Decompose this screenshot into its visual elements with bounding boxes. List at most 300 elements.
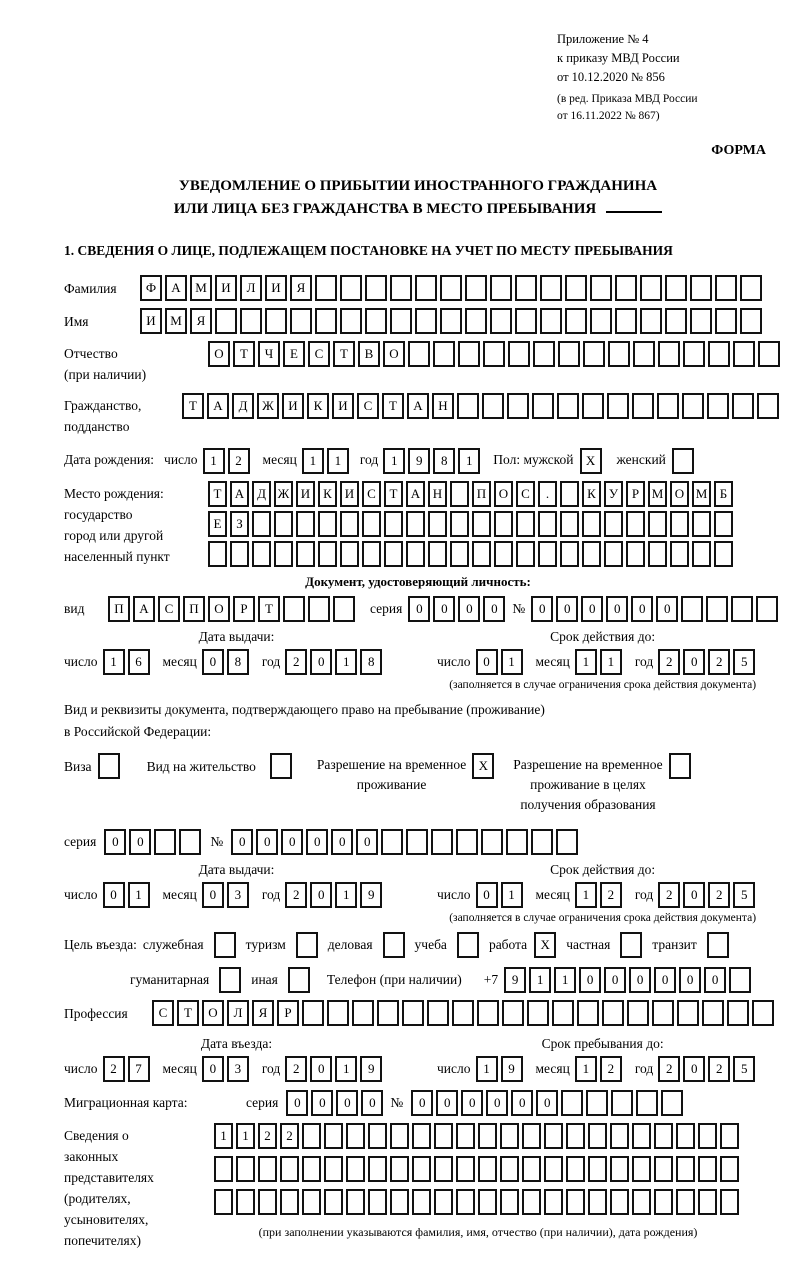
form-cell[interactable] [715,275,737,301]
form-cell[interactable] [450,541,469,567]
form-cell[interactable]: Р [233,596,255,622]
checkbox-other[interactable] [288,967,310,993]
form-cell[interactable] [406,511,425,537]
form-cell[interactable]: У [604,481,623,507]
form-cell[interactable]: 0 [704,967,726,993]
form-cell[interactable] [384,511,403,537]
form-cell[interactable]: 1 [327,448,349,474]
form-cell[interactable] [456,829,478,855]
form-cell[interactable] [608,341,630,367]
form-cell[interactable]: 0 [461,1090,483,1116]
checkbox-study[interactable] [457,932,479,958]
form-cell[interactable] [658,341,680,367]
form-cell[interactable] [615,275,637,301]
form-cell[interactable]: 0 [311,1090,333,1116]
form-cell[interactable]: 2 [285,649,307,675]
form-cell[interactable] [665,308,687,334]
checkbox-female[interactable] [672,448,694,474]
form-cell[interactable]: Ч [258,341,280,367]
form-cell[interactable] [406,829,428,855]
form-cell[interactable]: 0 [458,596,480,622]
form-cell[interactable]: Н [432,393,454,419]
form-cell[interactable] [558,341,580,367]
form-cell[interactable] [302,1000,324,1026]
form-cell[interactable]: 5 [733,882,755,908]
form-cell[interactable]: 0 [606,596,628,622]
form-cell[interactable]: П [472,481,491,507]
form-cell[interactable] [588,1156,607,1182]
form-cell[interactable] [296,511,315,537]
form-cell[interactable] [302,1189,321,1215]
form-cell[interactable]: Л [240,275,262,301]
form-cell[interactable]: Ж [274,481,293,507]
form-cell[interactable]: 1 [383,448,405,474]
form-cell[interactable] [715,308,737,334]
form-cell[interactable] [532,393,554,419]
form-cell[interactable] [610,1156,629,1182]
form-cell[interactable] [477,1000,499,1026]
form-cell[interactable] [412,1189,431,1215]
form-cell[interactable] [633,341,655,367]
form-cell[interactable] [318,511,337,537]
form-cell[interactable] [632,1189,651,1215]
form-cell[interactable] [434,1156,453,1182]
form-cell[interactable]: Н [428,481,447,507]
form-cell[interactable] [352,1000,374,1026]
form-cell[interactable] [676,1189,695,1215]
form-cell[interactable]: 6 [128,649,150,675]
form-cell[interactable]: 0 [683,882,705,908]
form-cell[interactable] [714,541,733,567]
form-cell[interactable] [733,341,755,367]
form-cell[interactable]: 1 [458,448,480,474]
form-cell[interactable] [515,308,537,334]
form-cell[interactable] [456,1123,475,1149]
form-cell[interactable] [522,1123,541,1149]
form-cell[interactable]: 1 [600,649,622,675]
form-cell[interactable] [626,541,645,567]
form-cell[interactable] [683,341,705,367]
form-cell[interactable] [607,393,629,419]
form-cell[interactable]: Т [382,393,404,419]
form-cell[interactable] [340,541,359,567]
form-cell[interactable] [632,1156,651,1182]
form-cell[interactable] [538,541,557,567]
form-cell[interactable] [714,511,733,537]
form-cell[interactable] [315,275,337,301]
form-cell[interactable] [557,393,579,419]
form-cell[interactable] [565,308,587,334]
form-cell[interactable] [560,511,579,537]
form-cell[interactable]: 8 [433,448,455,474]
form-cell[interactable] [457,393,479,419]
form-cell[interactable]: О [383,341,405,367]
form-cell[interactable] [740,275,762,301]
form-cell[interactable]: К [318,481,337,507]
form-cell[interactable] [214,1189,233,1215]
form-cell[interactable]: С [308,341,330,367]
form-cell[interactable] [615,308,637,334]
form-cell[interactable] [720,1123,739,1149]
form-cell[interactable] [590,308,612,334]
form-cell[interactable] [727,1000,749,1026]
form-cell[interactable] [240,308,262,334]
form-cell[interactable]: Т [333,341,355,367]
form-cell[interactable]: 1 [335,649,357,675]
form-cell[interactable] [431,829,453,855]
form-cell[interactable]: 1 [501,882,523,908]
form-cell[interactable]: П [183,596,205,622]
form-cell[interactable]: 9 [501,1056,523,1082]
form-cell[interactable] [707,393,729,419]
form-cell[interactable]: И [340,481,359,507]
form-cell[interactable] [258,1189,277,1215]
form-cell[interactable]: И [140,308,162,334]
form-cell[interactable]: Т [384,481,403,507]
form-cell[interactable] [390,275,412,301]
form-cell[interactable] [561,1090,583,1116]
form-cell[interactable]: 0 [361,1090,383,1116]
form-cell[interactable]: О [208,341,230,367]
form-cell[interactable]: 0 [654,967,676,993]
form-cell[interactable] [283,596,305,622]
form-cell[interactable] [412,1123,431,1149]
form-cell[interactable] [602,1000,624,1026]
form-cell[interactable]: 0 [531,596,553,622]
form-cell[interactable] [290,308,312,334]
form-cell[interactable]: 9 [360,1056,382,1082]
form-cell[interactable] [544,1156,563,1182]
form-cell[interactable]: С [357,393,379,419]
form-cell[interactable]: Е [208,511,227,537]
form-cell[interactable] [636,1090,658,1116]
form-cell[interactable] [302,1123,321,1149]
form-cell[interactable]: 0 [679,967,701,993]
form-cell[interactable] [588,1189,607,1215]
form-cell[interactable]: 0 [286,1090,308,1116]
checkbox-male[interactable]: X [580,448,602,474]
form-cell[interactable] [427,1000,449,1026]
form-cell[interactable]: Д [252,481,271,507]
form-cell[interactable]: 9 [360,882,382,908]
form-cell[interactable] [500,1156,519,1182]
form-cell[interactable] [522,1156,541,1182]
form-cell[interactable]: 0 [231,829,253,855]
form-cell[interactable] [390,1156,409,1182]
form-cell[interactable] [566,1123,585,1149]
form-cell[interactable] [527,1000,549,1026]
form-cell[interactable] [456,1156,475,1182]
form-cell[interactable] [465,275,487,301]
form-cell[interactable]: 2 [285,882,307,908]
form-cell[interactable] [481,829,503,855]
checkbox-humanitarian[interactable] [219,967,241,993]
form-cell[interactable] [588,1123,607,1149]
form-cell[interactable] [702,1000,724,1026]
form-cell[interactable] [552,1000,574,1026]
form-cell[interactable] [302,1156,321,1182]
form-cell[interactable]: Р [626,481,645,507]
form-cell[interactable]: 1 [529,967,551,993]
form-cell[interactable] [676,1156,695,1182]
form-cell[interactable] [682,393,704,419]
form-cell[interactable] [208,541,227,567]
form-cell[interactable] [632,393,654,419]
form-cell[interactable]: 0 [411,1090,433,1116]
form-cell[interactable]: 1 [575,1056,597,1082]
form-cell[interactable] [531,829,553,855]
form-cell[interactable] [236,1189,255,1215]
form-cell[interactable]: И [265,275,287,301]
form-cell[interactable] [654,1189,673,1215]
form-cell[interactable]: А [165,275,187,301]
form-cell[interactable]: 0 [104,829,126,855]
form-cell[interactable] [415,275,437,301]
form-cell[interactable] [458,341,480,367]
form-cell[interactable] [632,1123,651,1149]
form-cell[interactable]: И [332,393,354,419]
form-cell[interactable]: 3 [227,882,249,908]
form-cell[interactable] [582,511,601,537]
form-cell[interactable]: 9 [408,448,430,474]
form-cell[interactable]: 2 [658,649,680,675]
form-cell[interactable]: О [202,1000,224,1026]
checkbox-visa[interactable] [98,753,120,779]
form-cell[interactable] [368,1123,387,1149]
form-cell[interactable]: Б [714,481,733,507]
form-cell[interactable]: 2 [708,649,730,675]
form-cell[interactable]: Т [177,1000,199,1026]
form-cell[interactable] [538,511,557,537]
form-cell[interactable] [627,1000,649,1026]
form-cell[interactable] [611,1090,633,1116]
form-cell[interactable]: 1 [203,448,225,474]
form-cell[interactable] [478,1189,497,1215]
form-cell[interactable]: 0 [579,967,601,993]
form-cell[interactable]: 1 [302,448,324,474]
form-cell[interactable]: 0 [631,596,653,622]
form-cell[interactable] [565,275,587,301]
form-cell[interactable] [676,1123,695,1149]
form-cell[interactable] [586,1090,608,1116]
form-cell[interactable] [731,596,753,622]
form-cell[interactable]: Е [283,341,305,367]
form-cell[interactable]: 0 [310,649,332,675]
form-cell[interactable] [280,1156,299,1182]
form-cell[interactable] [640,308,662,334]
form-cell[interactable] [384,541,403,567]
form-cell[interactable] [604,511,623,537]
form-cell[interactable]: 0 [310,1056,332,1082]
form-cell[interactable] [333,596,355,622]
form-cell[interactable]: 0 [436,1090,458,1116]
form-cell[interactable]: К [582,481,601,507]
form-cell[interactable]: О [208,596,230,622]
form-cell[interactable] [406,541,425,567]
form-cell[interactable]: О [670,481,689,507]
form-cell[interactable]: 0 [683,1056,705,1082]
form-cell[interactable] [252,541,271,567]
form-cell[interactable] [690,275,712,301]
form-cell[interactable]: 0 [129,829,151,855]
form-cell[interactable] [315,308,337,334]
form-cell[interactable] [540,275,562,301]
form-cell[interactable]: 8 [360,649,382,675]
form-cell[interactable] [544,1123,563,1149]
form-cell[interactable]: 1 [335,1056,357,1082]
form-cell[interactable]: 2 [285,1056,307,1082]
form-cell[interactable]: 0 [511,1090,533,1116]
form-cell[interactable] [522,1189,541,1215]
form-cell[interactable] [610,1189,629,1215]
form-cell[interactable]: 2 [103,1056,125,1082]
form-cell[interactable] [732,393,754,419]
checkbox-private[interactable] [620,932,642,958]
form-cell[interactable]: 3 [227,1056,249,1082]
form-cell[interactable]: 0 [536,1090,558,1116]
form-cell[interactable] [516,541,535,567]
form-cell[interactable]: 0 [202,882,224,908]
form-cell[interactable] [327,1000,349,1026]
form-cell[interactable] [433,341,455,367]
form-cell[interactable]: 2 [228,448,250,474]
form-cell[interactable] [665,275,687,301]
form-cell[interactable] [318,541,337,567]
form-cell[interactable] [626,511,645,537]
form-cell[interactable]: 0 [202,1056,224,1082]
form-cell[interactable] [698,1189,717,1215]
form-cell[interactable] [654,1156,673,1182]
form-cell[interactable] [377,1000,399,1026]
form-cell[interactable] [274,541,293,567]
form-cell[interactable]: 1 [554,967,576,993]
form-cell[interactable] [508,341,530,367]
form-cell[interactable] [472,541,491,567]
form-cell[interactable] [681,596,703,622]
form-cell[interactable]: 1 [575,882,597,908]
form-cell[interactable] [324,1156,343,1182]
form-cell[interactable] [452,1000,474,1026]
form-cell[interactable]: С [362,481,381,507]
form-cell[interactable] [640,275,662,301]
form-cell[interactable] [752,1000,774,1026]
form-cell[interactable]: 0 [581,596,603,622]
form-cell[interactable]: 0 [604,967,626,993]
form-cell[interactable] [428,541,447,567]
form-cell[interactable] [670,511,689,537]
form-cell[interactable] [415,308,437,334]
checkbox-temporary-residence-education[interactable] [669,753,691,779]
form-cell[interactable]: 0 [486,1090,508,1116]
form-cell[interactable] [692,541,711,567]
form-cell[interactable]: М [165,308,187,334]
form-cell[interactable]: 0 [281,829,303,855]
form-cell[interactable]: 0 [310,882,332,908]
form-cell[interactable] [472,511,491,537]
form-cell[interactable] [324,1123,343,1149]
form-cell[interactable] [652,1000,674,1026]
form-cell[interactable] [362,541,381,567]
form-cell[interactable] [560,481,579,507]
form-cell[interactable]: 5 [733,1056,755,1082]
form-cell[interactable]: 8 [227,649,249,675]
form-cell[interactable] [648,511,667,537]
form-cell[interactable] [408,341,430,367]
form-cell[interactable] [698,1123,717,1149]
form-cell[interactable] [483,341,505,367]
form-cell[interactable] [654,1123,673,1149]
form-cell[interactable]: 2 [708,882,730,908]
form-cell[interactable] [706,596,728,622]
form-cell[interactable]: 0 [683,649,705,675]
form-cell[interactable] [324,1189,343,1215]
form-cell[interactable] [440,275,462,301]
form-cell[interactable] [265,308,287,334]
form-cell[interactable] [381,829,403,855]
form-cell[interactable] [490,275,512,301]
form-cell[interactable]: Я [190,308,212,334]
form-cell[interactable]: 1 [128,882,150,908]
form-cell[interactable] [582,541,601,567]
form-cell[interactable] [214,1156,233,1182]
form-cell[interactable]: Я [252,1000,274,1026]
form-cell[interactable]: Я [290,275,312,301]
form-cell[interactable] [236,1156,255,1182]
form-cell[interactable] [450,481,469,507]
form-cell[interactable]: 2 [708,1056,730,1082]
form-cell[interactable] [478,1156,497,1182]
form-cell[interactable]: 1 [214,1123,233,1149]
form-cell[interactable]: 2 [280,1123,299,1149]
form-cell[interactable]: 1 [501,649,523,675]
form-cell[interactable]: Л [227,1000,249,1026]
form-cell[interactable]: Д [232,393,254,419]
form-cell[interactable] [757,393,779,419]
form-cell[interactable]: О [494,481,513,507]
checkbox-official[interactable] [214,932,236,958]
form-cell[interactable] [516,511,535,537]
form-cell[interactable] [677,1000,699,1026]
form-cell[interactable]: 2 [600,882,622,908]
form-cell[interactable] [340,275,362,301]
form-cell[interactable] [500,1123,519,1149]
form-cell[interactable] [661,1090,683,1116]
form-cell[interactable] [692,511,711,537]
form-cell[interactable]: 0 [336,1090,358,1116]
form-cell[interactable] [758,341,780,367]
form-cell[interactable] [698,1156,717,1182]
form-cell[interactable] [657,393,679,419]
form-cell[interactable] [296,541,315,567]
form-cell[interactable]: 0 [306,829,328,855]
form-cell[interactable] [258,1156,277,1182]
form-cell[interactable] [533,341,555,367]
form-cell[interactable] [412,1156,431,1182]
form-cell[interactable]: 1 [575,649,597,675]
checkbox-business[interactable] [383,932,405,958]
form-cell[interactable]: В [358,341,380,367]
form-cell[interactable] [390,308,412,334]
form-cell[interactable] [506,829,528,855]
form-cell[interactable] [507,393,529,419]
form-cell[interactable]: Т [233,341,255,367]
form-cell[interactable]: Ж [257,393,279,419]
form-cell[interactable]: М [692,481,711,507]
form-cell[interactable] [756,596,778,622]
form-cell[interactable] [346,1156,365,1182]
form-cell[interactable] [740,308,762,334]
form-cell[interactable] [729,967,751,993]
